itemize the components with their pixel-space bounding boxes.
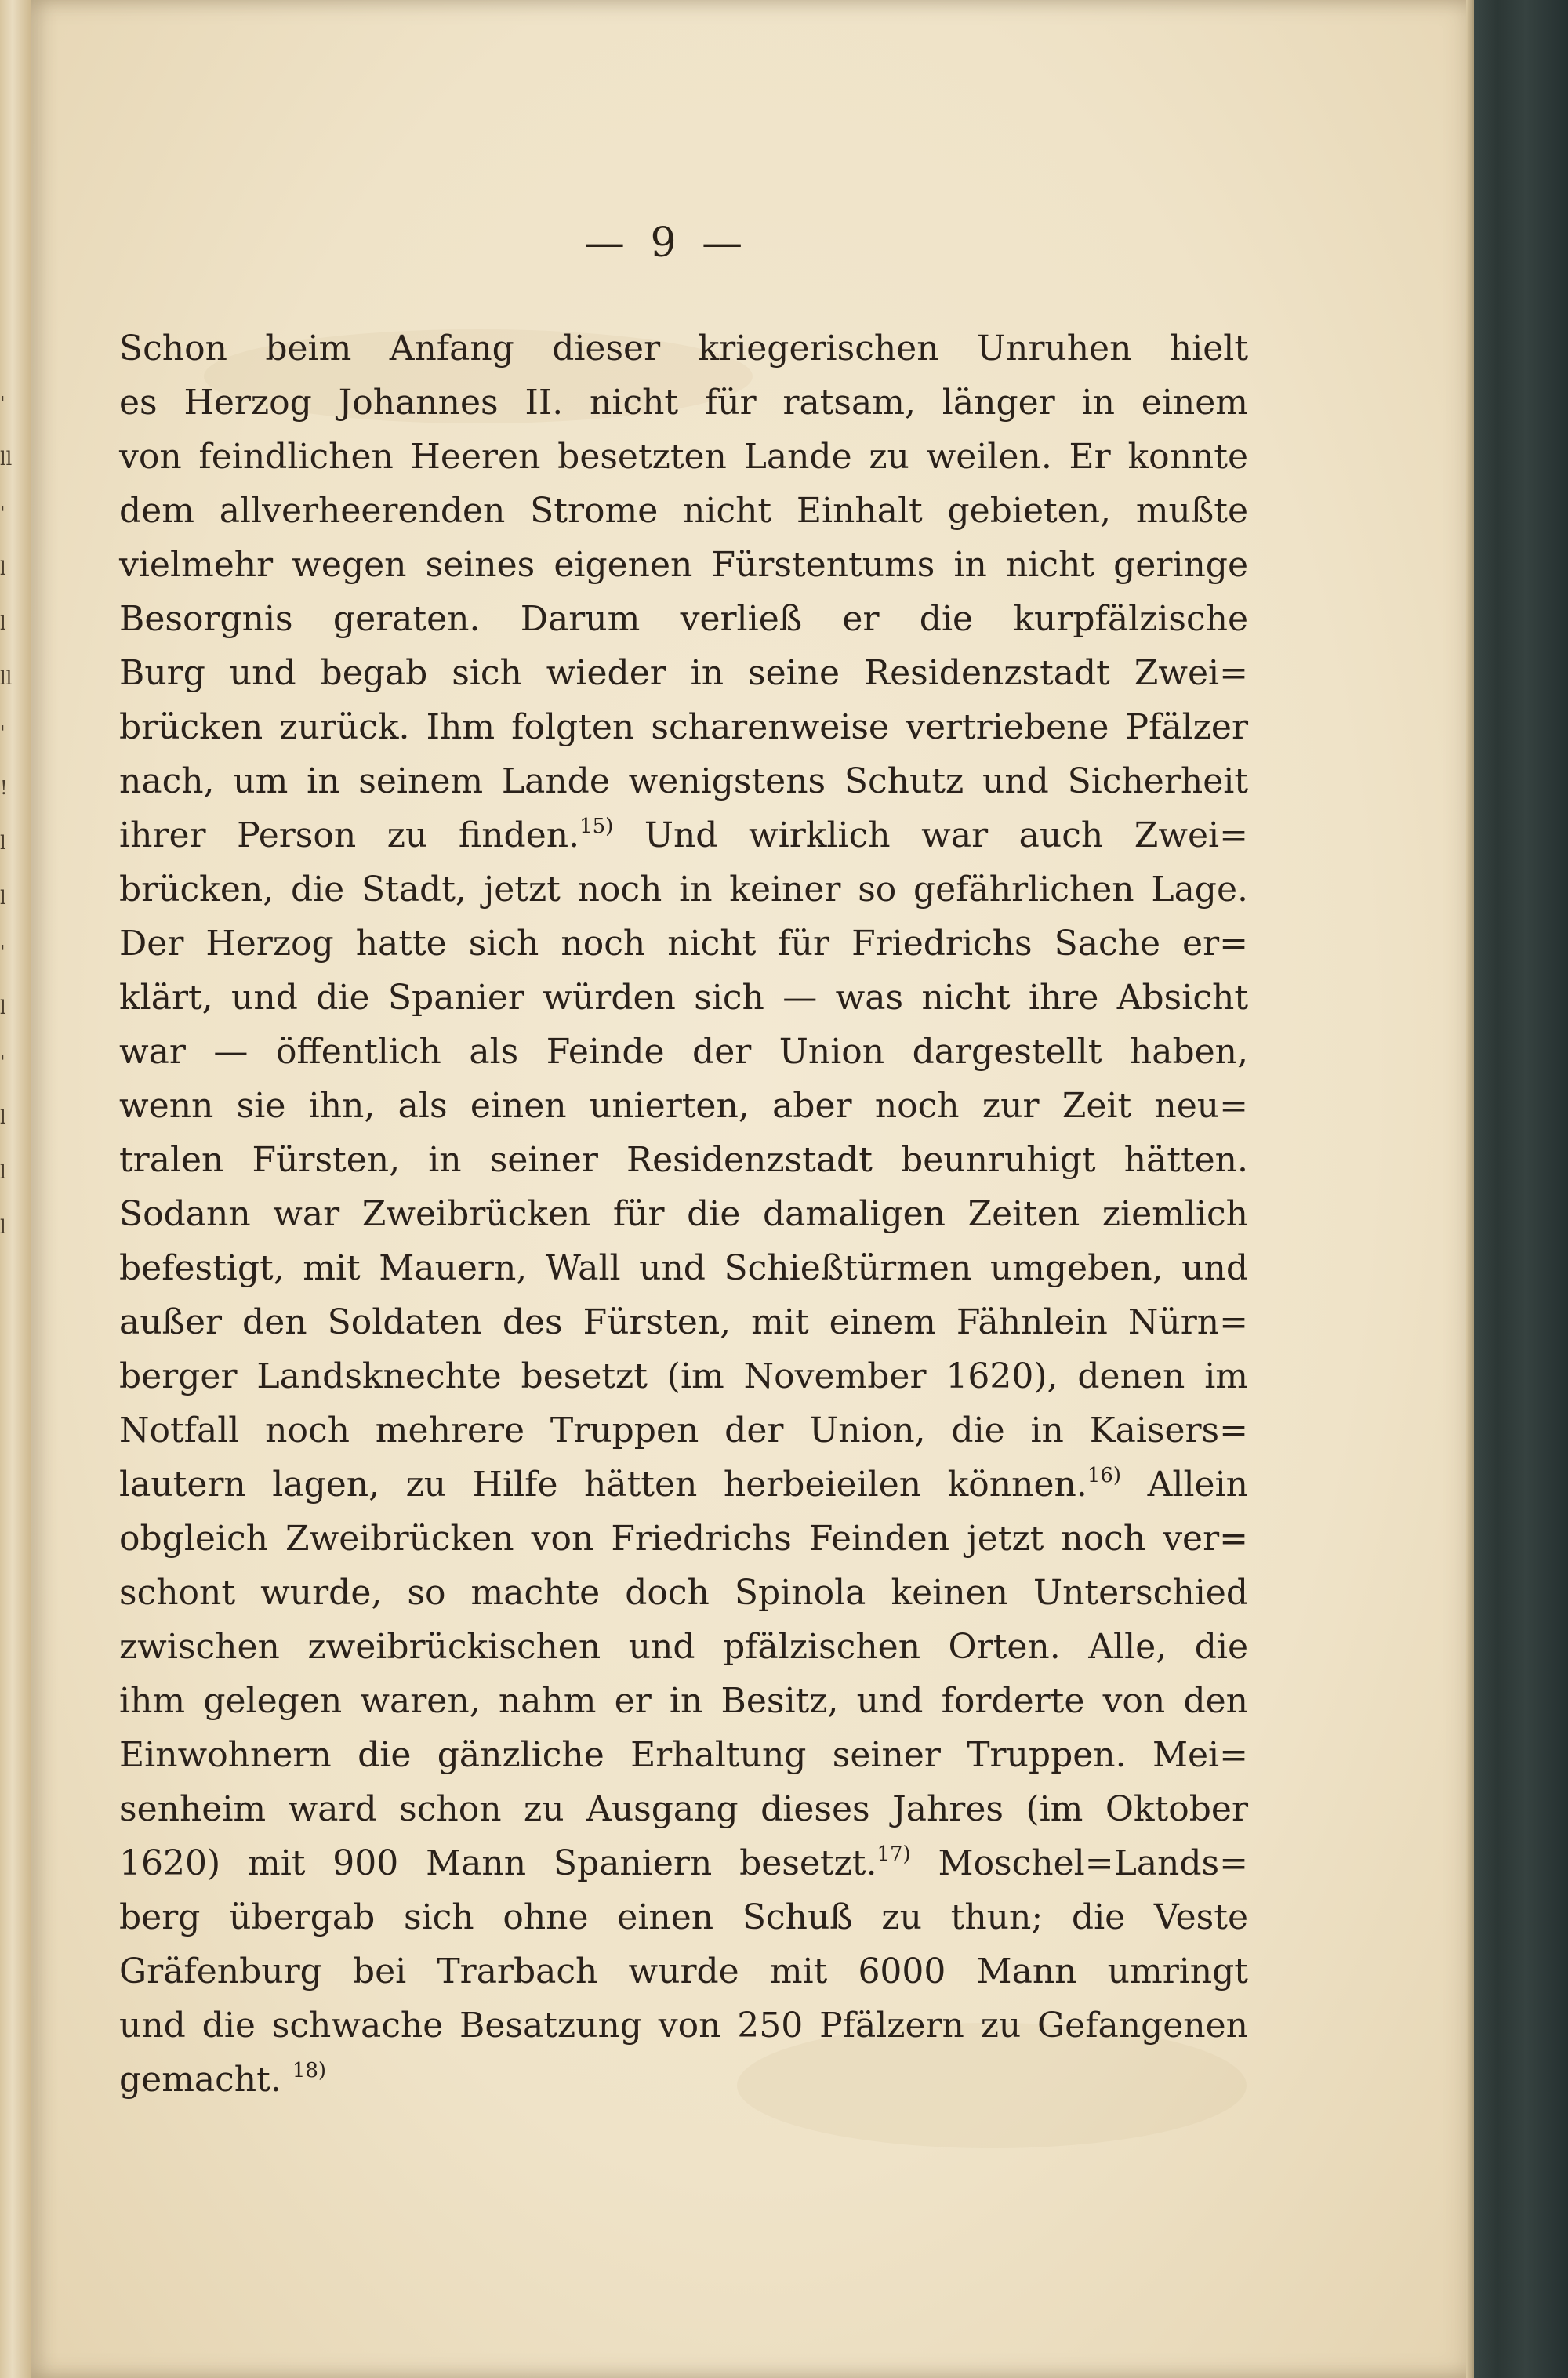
- text-line: berger Landsknechte besetzt (im November 1620), denen im: [119, 1356, 1248, 1396]
- margin-mark: ': [0, 1051, 5, 1073]
- text-segment: 1620) mit 900 Mann Spaniern besetzt.: [119, 1843, 877, 1883]
- text-segment: Moschel=Lands=: [938, 1843, 1248, 1883]
- text-line: tralen Fürsten, in seiner Residenzstadt beunruhigt hätten.: [119, 1140, 1248, 1180]
- text-line: außer den Soldaten des Fürsten, mit einem Fähnlein Nürn=: [119, 1302, 1248, 1342]
- margin-mark: l: [0, 997, 6, 1018]
- text-line: Burg und begab sich wieder in seine Residenzstadt Zwei=: [119, 653, 1248, 693]
- text-line: Gräfenburg bei Trarbach wurde mit 6000 Mann umringt: [119, 1951, 1248, 1991]
- text-line: Notfall noch mehrere Truppen der Union, die in Kaisers=: [119, 1410, 1248, 1450]
- margin-mark: l: [0, 1216, 6, 1238]
- text-segment: ihrer Person zu finden.: [119, 815, 580, 855]
- margin-mark: ': [0, 393, 5, 415]
- margin-mark: ': [0, 722, 5, 744]
- text-line: brücken, die Stadt, jetzt noch in keiner so gefährlichen Lage.: [119, 870, 1248, 909]
- text-line: Sodann war Zweibrücken für die damaligen Zeiten ziemlich: [119, 1194, 1248, 1234]
- text-line: wenn sie ihn, als einen unierten, aber noch zur Zeit neu=: [119, 1086, 1248, 1126]
- margin-mark: ': [0, 503, 5, 525]
- footnote-marker: 18): [292, 2059, 327, 2082]
- text-line: Besorgnis geraten. Darum verließ er die kurpfälzische: [119, 599, 1248, 639]
- text-line: brücken zurück. Ihm folgten scharenweise vertriebene Pfälzer: [119, 707, 1248, 747]
- text-segment: Allein: [1147, 1465, 1248, 1505]
- margin-mark: l: [0, 612, 6, 634]
- margin-mark: ll: [0, 667, 13, 689]
- text-line: befestigt, mit Mauern, Wall und Schießtürmen umgeben, und: [119, 1248, 1248, 1288]
- text-line: Einwohnern die gänzliche Erhaltung seiner Truppen. Mei=: [119, 1735, 1248, 1775]
- text-segment: gemacht.: [119, 2060, 281, 2100]
- text-line: Der Herzog hatte sich noch nicht für Friedrichs Sache er=: [119, 924, 1248, 964]
- text-line: [119, 808, 1248, 862]
- previous-page-margin-marks: [0, 0, 31, 2378]
- text-line: von feindlichen Heeren besetzten Lande zu weilen. Er konnte: [119, 437, 1248, 477]
- text-line: schont wurde, so machte doch Spinola keinen Unterschied: [119, 1573, 1248, 1613]
- text-line: [119, 1458, 1248, 1512]
- text-line: war — öffentlich als Feinde der Union dargestellt haben,: [119, 1032, 1248, 1072]
- page-sheet: [31, 0, 1482, 2378]
- text-segment: lautern lagen, zu Hilfe hätten herbeieilen können.: [119, 1465, 1087, 1505]
- text-line: es Herzog Johannes II. nicht für ratsam, länger in einem: [119, 383, 1248, 423]
- margin-mark: ': [0, 942, 5, 964]
- footnote-marker: 16): [1087, 1464, 1122, 1487]
- text-line: Schon beim Anfang dieser kriegerischen Unruhen hielt: [119, 329, 1248, 368]
- footnote-marker: 17): [877, 1842, 911, 1866]
- text-line: [119, 1836, 1248, 1890]
- text-line: ihm gelegen waren, nahm er in Besitz, und forderte von den: [119, 1681, 1248, 1721]
- text-segment: Und wirklich war auch Zwei=: [644, 815, 1248, 855]
- margin-mark: l: [0, 1106, 6, 1128]
- text-line: [119, 2053, 1248, 2107]
- page-number: — 9 —: [583, 220, 750, 267]
- text-line: senheim ward schon zu Ausgang dieses Jahres (im Oktober: [119, 1789, 1248, 1829]
- book-binding: [1474, 0, 1568, 2378]
- text-line: berg übergab sich ohne einen Schuß zu thun; die Veste: [119, 1897, 1248, 1937]
- text-line: dem allverheerenden Strome nicht Einhalt gebieten, mußte: [119, 491, 1248, 531]
- margin-mark: l: [0, 557, 6, 579]
- text-line: nach, um in seinem Lande wenigstens Schutz und Sicherheit: [119, 761, 1248, 801]
- margin-mark: l: [0, 1161, 6, 1183]
- text-line: und die schwache Besatzung von 250 Pfälzern zu Gefangenen: [119, 2006, 1248, 2046]
- text-line: zwischen zweibrückischen und pfälzischen Orten. Alle, die: [119, 1627, 1248, 1667]
- text-line: vielmehr wegen seines eigenen Fürstentums in nicht geringe: [119, 545, 1248, 585]
- margin-mark: l: [0, 832, 6, 854]
- footnote-marker: 15): [579, 815, 614, 838]
- text-line: obgleich Zweibrücken von Friedrichs Feinden jetzt noch ver=: [119, 1519, 1248, 1559]
- margin-mark: l: [0, 887, 6, 909]
- margin-mark: !: [0, 777, 8, 799]
- text-line: klärt, und die Spanier würden sich — was nicht ihre Absicht: [119, 978, 1248, 1018]
- margin-mark: ll: [0, 448, 13, 470]
- body-text: [119, 321, 1248, 2107]
